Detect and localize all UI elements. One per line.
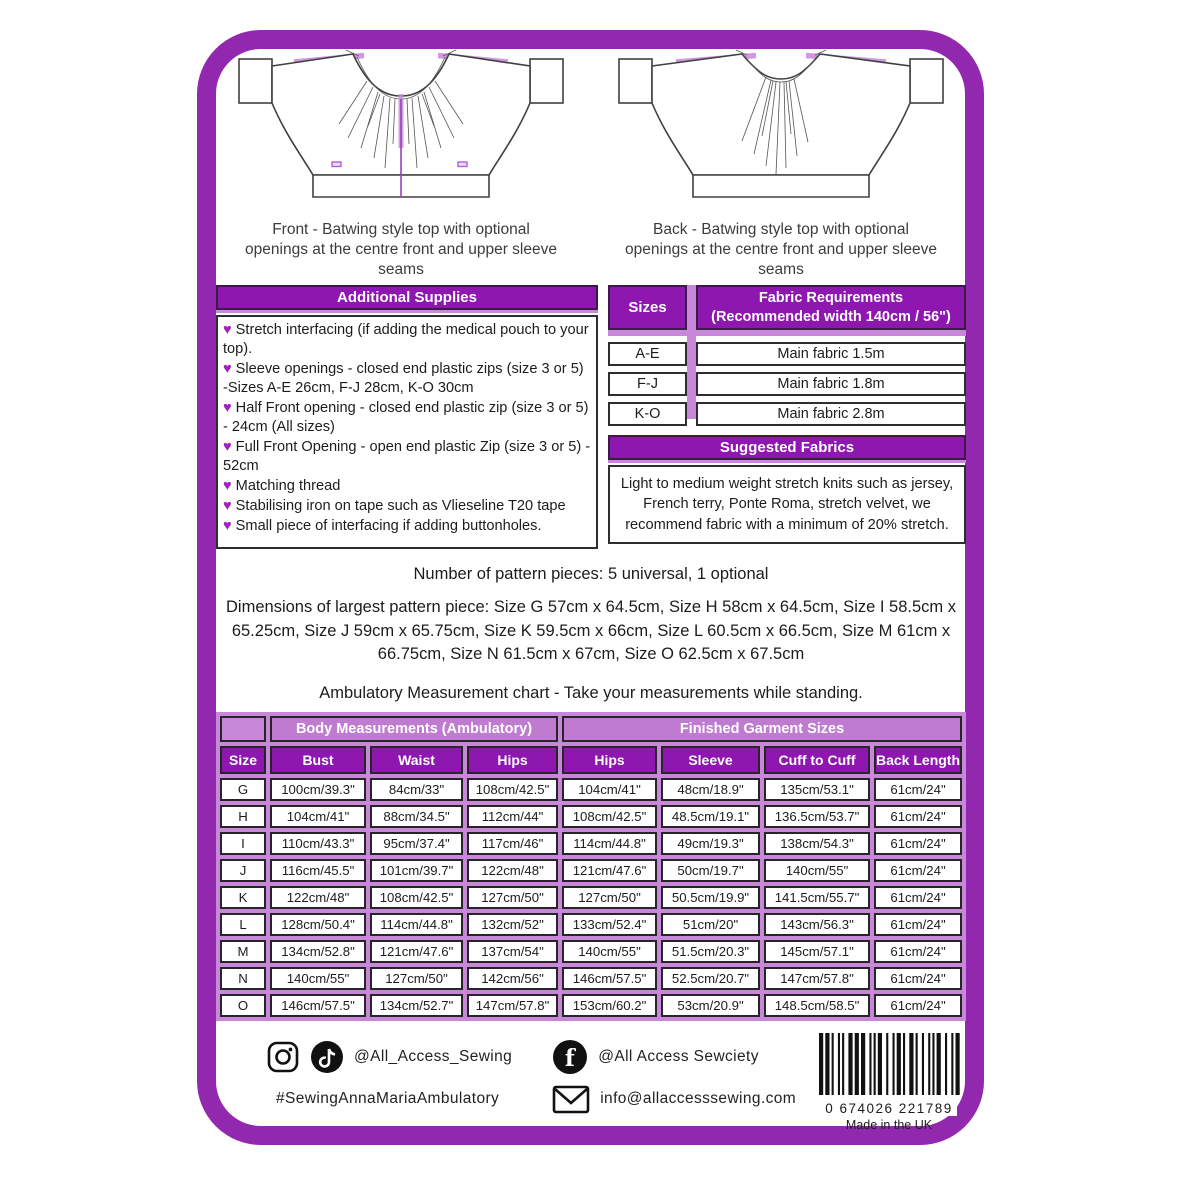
measurement-cell: 136.5cm/53.7": [764, 805, 870, 828]
measurement-cell: 122cm/48": [467, 859, 558, 882]
back-illustration: [596, 46, 966, 280]
supply-item: ♥ Matching thread: [223, 478, 341, 495]
measurement-cell: 140cm/55": [764, 859, 870, 882]
table-row: [220, 805, 962, 828]
measurement-cell: 61cm/24": [874, 886, 962, 909]
measurement-cell: 147cm/57.8": [467, 994, 558, 1017]
measurement-cell: 117cm/46": [467, 832, 558, 855]
fabric-table-header-row: [608, 285, 966, 329]
measurement-cell: 121cm/47.6": [562, 859, 657, 882]
dimensions-line: Dimensions of largest pattern piece: Size G 57cm x 64.5cm, Size H 58cm x 64.5cm, Size I 58.5cm x 65.25cm, Size J 59cm x 65.75cm, Size K 59.5cm x 66cm, Size L 60.5cm x 66.5cm, Size M 61cm x 66.75cm, Size N 61.5cm x 67cm, Size O 62.5cm x 67.5cm: [226, 598, 956, 664]
measurement-cell: 142cm/56": [467, 967, 558, 990]
column-header: Size: [220, 746, 266, 774]
fabric-row: [608, 372, 966, 396]
heart-bullet-icon: ♥: [223, 518, 232, 535]
table-row: [220, 886, 962, 909]
fabric-req-header-line2: (Recommended width 140cm / 56"): [711, 308, 951, 325]
page-content: [216, 46, 966, 1132]
group-header-body: Body Measurements (Ambulatory): [270, 716, 558, 742]
measurement-cell: 61cm/24": [874, 940, 962, 963]
measurement-cell: 53cm/20.9": [661, 994, 760, 1017]
email-text: info@allaccesssewing.com: [600, 1089, 797, 1107]
measurement-cell: 116cm/45.5": [270, 859, 366, 882]
measurement-cell: 49cm/19.3": [661, 832, 760, 855]
measurement-cell: 51cm/20": [661, 913, 760, 936]
fabric-requirements-table: [608, 285, 966, 425]
barcode-bars: [814, 1033, 964, 1095]
fabric-req-cell: Main fabric 1.5m: [696, 342, 966, 366]
measurement-cell: 137cm/54": [467, 940, 558, 963]
measurement-cell: 140cm/55": [270, 967, 366, 990]
tiktok-icon: [310, 1040, 344, 1074]
measurement-cell: 50.5cm/19.9": [661, 886, 760, 909]
fabric-row: [608, 342, 966, 366]
size-cell: L: [220, 913, 266, 936]
measurement-cell: 127cm/50": [467, 886, 558, 909]
table-row: [220, 940, 962, 963]
measurement-table-body: [220, 778, 962, 1017]
measurement-cell: 84cm/33": [370, 778, 463, 801]
svg-text:f: f: [565, 1044, 576, 1072]
measurement-cell: 114cm/44.8": [562, 832, 657, 855]
heart-bullet-icon: ♥: [223, 322, 232, 339]
fabric-size-cell: K-O: [608, 402, 687, 426]
size-cell: J: [220, 859, 266, 882]
heart-bullet-icon: ♥: [223, 361, 232, 378]
table-row: [220, 967, 962, 990]
measurement-cell: 135cm/53.1": [764, 778, 870, 801]
illustration-row: [216, 46, 966, 280]
size-cell: M: [220, 940, 266, 963]
measurement-cell: 138cm/54.3": [764, 832, 870, 855]
envelope-icon: [552, 1083, 590, 1115]
measurement-cell: 148.5cm/58.5": [764, 994, 870, 1017]
measurement-cell: 122cm/48": [270, 886, 366, 909]
footer: [216, 1033, 966, 1132]
column-header: Waist: [370, 746, 463, 774]
measurement-table: [216, 712, 966, 1021]
measurement-cell: 50cm/19.7": [661, 859, 760, 882]
fabric-req-header-line1: Fabric Requirements: [758, 290, 904, 307]
measurement-cell: 95cm/37.4": [370, 832, 463, 855]
measurement-cell: 61cm/24": [874, 967, 962, 990]
fabric-req-cell: Main fabric 2.8m: [696, 402, 966, 426]
column-header: Bust: [270, 746, 366, 774]
fabric-rows: [608, 342, 966, 426]
column-header: Hips: [562, 746, 657, 774]
fabric-requirements-header: [696, 285, 966, 329]
measurement-cell: 141.5cm/55.7": [764, 886, 870, 909]
fabric-size-cell: A-E: [608, 342, 687, 366]
size-cell: K: [220, 886, 266, 909]
supplies-list: [216, 315, 598, 549]
back-garment-drawing: [615, 46, 947, 218]
instagram-tiktok-row: [266, 1040, 512, 1074]
fabric-req-cell: Main fabric 1.8m: [696, 372, 966, 396]
measurement-table-head: [220, 716, 962, 774]
corner-cell: [220, 716, 266, 742]
back-caption: Back - Batwing style top with optional openings at the centre front and upper sleeve seams: [625, 221, 937, 279]
heart-bullet-icon: ♥: [223, 439, 232, 456]
measurement-cell: 48cm/18.9": [661, 778, 760, 801]
supplies-and-fabric-section: [216, 285, 966, 549]
measurement-cell: 52.5cm/20.7": [661, 967, 760, 990]
made-in-uk-label: Made in the UK: [845, 1117, 933, 1132]
facebook-handle: @All Access Sewciety: [598, 1047, 759, 1065]
measurement-cell: 127cm/50": [370, 967, 463, 990]
size-cell: H: [220, 805, 266, 828]
front-caption: Front - Batwing style top with optional openings at the centre front and upper sleeve seams: [245, 221, 557, 279]
measurement-cell: 88cm/34.5": [370, 805, 463, 828]
column-header: Back Length: [874, 746, 962, 774]
hashtag-text: #SewingAnnaMariaAmbulatory: [276, 1089, 500, 1107]
column-header: Cuff to Cuff: [764, 746, 870, 774]
group-header-garment: Finished Garment Sizes: [562, 716, 962, 742]
measurement-cell: 114cm/44.8": [370, 913, 463, 936]
measurement-cell: 110cm/43.3": [270, 832, 366, 855]
measurement-cell: 132cm/52": [467, 913, 558, 936]
measurement-cell: 108cm/42.5": [370, 886, 463, 909]
size-cell: I: [220, 832, 266, 855]
barcode-number: 0 674026 221789: [821, 1101, 957, 1116]
suggested-fabrics-text: Light to medium weight stretch knits such as jersey, French terry, Ponte Roma, stretch velvet, we recommend fabric with a minimum of 20% stretch.: [608, 465, 966, 544]
supply-item: ♥ Small piece of interfacing if adding buttonholes.: [223, 518, 542, 535]
supply-item: ♥ Stretch interfacing (if adding the medical pouch to your top).: [223, 322, 589, 358]
instagram-icon: [266, 1040, 300, 1074]
social-links: [266, 1039, 796, 1115]
supply-item: ♥ Full Front Opening - open end plastic Zip (size 3 or 5) - 52cm: [223, 439, 591, 475]
measurement-cell: 127cm/50": [562, 886, 657, 909]
column-header: Hips: [467, 746, 558, 774]
measurement-cell: 121cm/47.6": [370, 940, 463, 963]
measurement-cell: 128cm/50.4": [270, 913, 366, 936]
measurement-cell: 146cm/57.5": [562, 967, 657, 990]
heart-bullet-icon: ♥: [223, 478, 232, 495]
column-header: Sleeve: [661, 746, 760, 774]
measurement-cell: 153cm/60.2": [562, 994, 657, 1017]
additional-supplies-section: [216, 285, 598, 549]
suggested-fabrics-header: Suggested Fabrics: [608, 435, 966, 460]
measurement-cell: 61cm/24": [874, 832, 962, 855]
measurement-cell: 61cm/24": [874, 913, 962, 936]
measurement-cell: 134cm/52.8": [270, 940, 366, 963]
measurement-cell: 108cm/42.5": [562, 805, 657, 828]
size-cell: O: [220, 994, 266, 1017]
fabric-row: [608, 402, 966, 426]
facebook-row: [552, 1039, 796, 1075]
measurement-cell: 61cm/24": [874, 859, 962, 882]
measurement-cell: 146cm/57.5": [270, 994, 366, 1017]
measurement-cell: 140cm/55": [562, 940, 657, 963]
fabric-size-cell: F-J: [608, 372, 687, 396]
measurement-cell: 108cm/42.5": [467, 778, 558, 801]
heart-bullet-icon: ♥: [223, 498, 232, 515]
email-row: [552, 1083, 796, 1115]
supply-item: ♥ Sleeve openings - closed end plastic zips (size 3 or 5) -Sizes A-E 26cm, F-J 28cm, K-O 30cm: [223, 361, 584, 397]
hashtag-row: [276, 1090, 512, 1108]
supply-item: ♥ Half Front opening - closed end plastic zip (size 3 or 5) - 24cm (All sizes): [223, 400, 589, 436]
fabric-section: [608, 285, 966, 544]
measurement-cell: 145cm/57.1": [764, 940, 870, 963]
measurement-cell: 61cm/24": [874, 805, 962, 828]
measurement-cell: 101cm/39.7": [370, 859, 463, 882]
measurement-cell: 48.5cm/19.1": [661, 805, 760, 828]
measurement-cell: 112cm/44": [467, 805, 558, 828]
measurement-cell: 143cm/56.3": [764, 913, 870, 936]
table-row: [220, 859, 962, 882]
size-cell: N: [220, 967, 266, 990]
table-row: [220, 832, 962, 855]
pattern-pieces-line: Number of pattern pieces: 5 universal, 1 optional: [413, 565, 769, 584]
measurement-cell: 61cm/24": [874, 994, 962, 1017]
additional-supplies-header: Additional Supplies: [216, 285, 598, 310]
size-cell: G: [220, 778, 266, 801]
barcode: [812, 1033, 966, 1132]
measurement-cell: 147cm/57.8": [764, 967, 870, 990]
sizes-header: Sizes: [608, 285, 687, 329]
measurement-cell: 104cm/41": [270, 805, 366, 828]
table-row: [220, 913, 962, 936]
heart-bullet-icon: ♥: [223, 400, 232, 417]
measurement-cell: 133cm/52.4": [562, 913, 657, 936]
measurement-chart-title: Ambulatory Measurement chart - Take your measurements while standing.: [319, 683, 863, 702]
front-garment-drawing: [235, 46, 567, 218]
table-row: [220, 994, 962, 1017]
measurement-cell: 104cm/41": [562, 778, 657, 801]
measurement-cell: 100cm/39.3": [270, 778, 366, 801]
header-gap: [608, 330, 966, 336]
measurement-cell: 61cm/24": [874, 778, 962, 801]
instagram-handle: @All_Access_Sewing: [354, 1047, 513, 1065]
table-row: [220, 778, 962, 801]
measurement-cell: 51.5cm/20.3": [661, 940, 760, 963]
front-illustration: [216, 46, 586, 280]
measurement-cell: 134cm/52.7": [370, 994, 463, 1017]
facebook-icon: [552, 1039, 588, 1075]
supply-item: ♥ Stabilising iron on tape such as Vlieseline T20 tape: [223, 498, 566, 515]
